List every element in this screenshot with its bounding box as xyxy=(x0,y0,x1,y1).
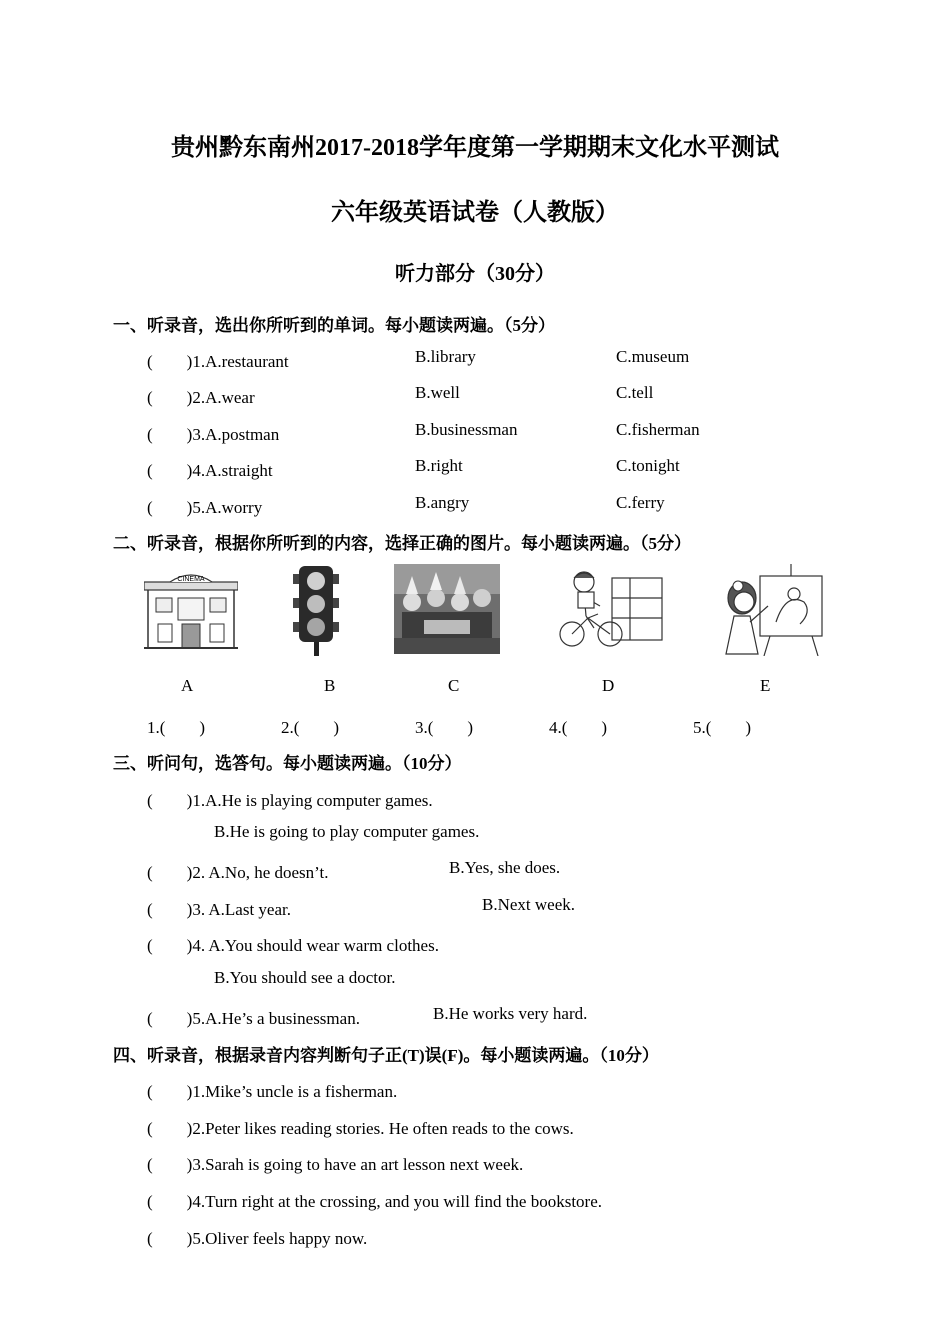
s1-q4-b: B.right xyxy=(415,456,463,475)
s3-q4-b: B.You should see a doctor. xyxy=(214,968,396,987)
exam-title: 贵州黔东南州2017-2018学年度第一学期期末文化水平测试 xyxy=(171,135,779,161)
s1-q2-c: C.tell xyxy=(616,383,654,402)
s1-q3-b: B.businessman xyxy=(415,420,518,439)
picture-label-e: E xyxy=(760,676,771,695)
s3-q1-b: B.He is going to play computer games. xyxy=(214,822,480,841)
s1-q1-b: B.library xyxy=(415,347,476,366)
picture-label-d: D xyxy=(602,676,615,695)
s1-q3-c: C.fisherman xyxy=(616,420,700,439)
s1-q2-b: B.well xyxy=(415,383,460,402)
s3-q3-a: ( )3. A.Last year. xyxy=(147,900,291,919)
s4-q2: ( )2.Peter likes reading stories. He often reads to the cows. xyxy=(147,1119,574,1138)
picture-label-c: C xyxy=(448,676,460,695)
party-photo-picture xyxy=(394,564,500,654)
s3-q5-a: ( )5.A.He’s a businessman. xyxy=(147,1009,360,1028)
s2-answer-4: 4.( ) xyxy=(549,718,608,737)
section-4-heading: 四、听录音，根据录音内容判断句子正(T)误(F)。每小题读两遍。（10分） xyxy=(113,1046,659,1065)
s1-q2: ( )2.A.wear xyxy=(147,388,255,407)
s1-q5-b: B.angry xyxy=(415,493,470,512)
s4-q1: ( )1.Mike’s uncle is a fisherman. xyxy=(147,1082,398,1101)
cinema-picture xyxy=(144,568,238,652)
picture-label-b: B xyxy=(324,676,336,695)
s4-q4: ( )4.Turn right at the crossing, and you will find the bookstore. xyxy=(147,1192,603,1211)
s1-q4-c: C.tonight xyxy=(616,456,680,475)
s3-q4-a: ( )4. A.You should wear warm clothes. xyxy=(147,936,439,955)
s2-answer-3: 3.( ) xyxy=(415,718,474,737)
cinema-sign-text: CINEMA xyxy=(177,576,205,583)
s3-q3-b: B.Next week. xyxy=(482,895,576,914)
s3-q2-a: ( )2. A.No, he doesn’t. xyxy=(147,863,329,882)
exam-subtitle: 六年级英语试卷（人教版） xyxy=(331,200,619,226)
picture-label-a: A xyxy=(181,676,194,695)
s3-q5-b: B.He works very hard. xyxy=(433,1004,588,1023)
s2-answer-2: 2.( ) xyxy=(281,718,340,737)
s4-q5: ( )5.Oliver feels happy now. xyxy=(147,1229,368,1248)
s1-q3: ( )3.A.postman xyxy=(147,425,280,444)
s1-q4: ( )4.A.straight xyxy=(147,461,273,480)
section-2-heading: 二、听录音，根据你所听到的内容，选择正确的图片。每小题读两遍。（5分） xyxy=(113,534,691,553)
s1-q5: ( )5.A.worry xyxy=(147,498,263,517)
listening-part-title: 听力部分（30分） xyxy=(395,263,555,285)
s1-q5-c: C.ferry xyxy=(616,493,665,512)
section-3-heading: 三、听问句，选答句。每小题读两遍。（10分） xyxy=(113,754,462,773)
s4-q3: ( )3.Sarah is going to have an art lesson next week. xyxy=(147,1155,524,1174)
boy-riding-bike-picture xyxy=(554,568,666,652)
s2-answer-5: 5.( ) xyxy=(693,718,752,737)
s3-q2-b: B.Yes, she does. xyxy=(449,858,561,877)
s1-q1-c: C.museum xyxy=(616,347,690,366)
section-1-heading: 一、听录音，选出你所听到的单词。每小题读两遍。（5分） xyxy=(113,316,555,335)
traffic-lights-picture xyxy=(291,564,341,656)
s3-q1-a: ( )1.A.He is playing computer games. xyxy=(147,791,433,810)
s1-q1: ( )1.A.restaurant xyxy=(147,352,289,371)
s2-answer-1: 1.( ) xyxy=(147,718,206,737)
girl-painting-picture xyxy=(720,562,826,656)
